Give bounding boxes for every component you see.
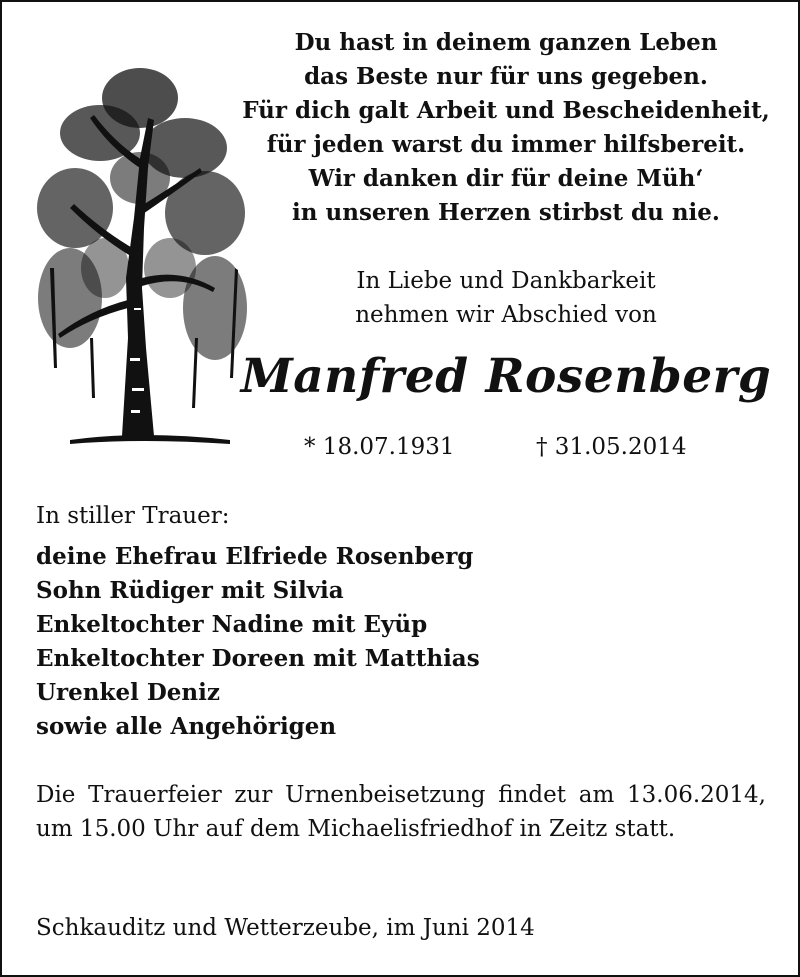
birch-tree-icon bbox=[30, 38, 255, 458]
mourner-name: deine Ehefrau Elfriede Rosenberg bbox=[36, 543, 474, 570]
mourners-label: In stiller Trauer: bbox=[36, 503, 230, 529]
poem-line: das Beste nur für uns gegeben. bbox=[304, 63, 708, 90]
memorial-poem bbox=[236, 26, 776, 230]
mourner-name: Sohn Rüdiger mit Silvia bbox=[36, 577, 344, 604]
intro-line-2: nehmen wir Abschied von bbox=[355, 302, 657, 328]
closing-place-date: Schkauditz und Wetterzeube, im Juni 2014 bbox=[36, 915, 535, 941]
mourner-name: Enkeltochter Nadine mit Eyüp bbox=[36, 611, 428, 638]
poem-line: Für dich galt Arbeit und Bescheidenheit, bbox=[242, 97, 770, 124]
farewell-intro bbox=[236, 264, 776, 332]
mourner-name: Enkeltochter Doreen mit Matthias bbox=[36, 645, 480, 672]
poem-line: in unseren Herzen stirbst du nie. bbox=[292, 199, 720, 226]
mourner-name: Urenkel Deniz bbox=[36, 679, 220, 706]
poem-line: für jeden warst du immer hilfsbereit. bbox=[266, 131, 746, 158]
birth-date: * 18.07.1931 bbox=[304, 434, 455, 460]
mourner-name: sowie alle Angehörigen bbox=[36, 713, 337, 740]
poem-line: Du hast in deinem ganzen Leben bbox=[294, 29, 718, 56]
deceased-name: Manfred Rosenberg bbox=[240, 349, 772, 404]
intro-line-1: In Liebe und Dankbarkeit bbox=[356, 268, 656, 294]
poem-line: Wir danken dir für deine Müh‘ bbox=[308, 165, 704, 192]
death-date: † 31.05.2014 bbox=[536, 434, 687, 460]
mourners-list bbox=[36, 540, 480, 744]
funeral-service-info: Die Trauerfeier zur Urnenbeisetzung findet am 13.06.2014, um 15.00 Uhr auf dem Michaelisfriedhof in Zeitz statt. bbox=[36, 782, 766, 842]
